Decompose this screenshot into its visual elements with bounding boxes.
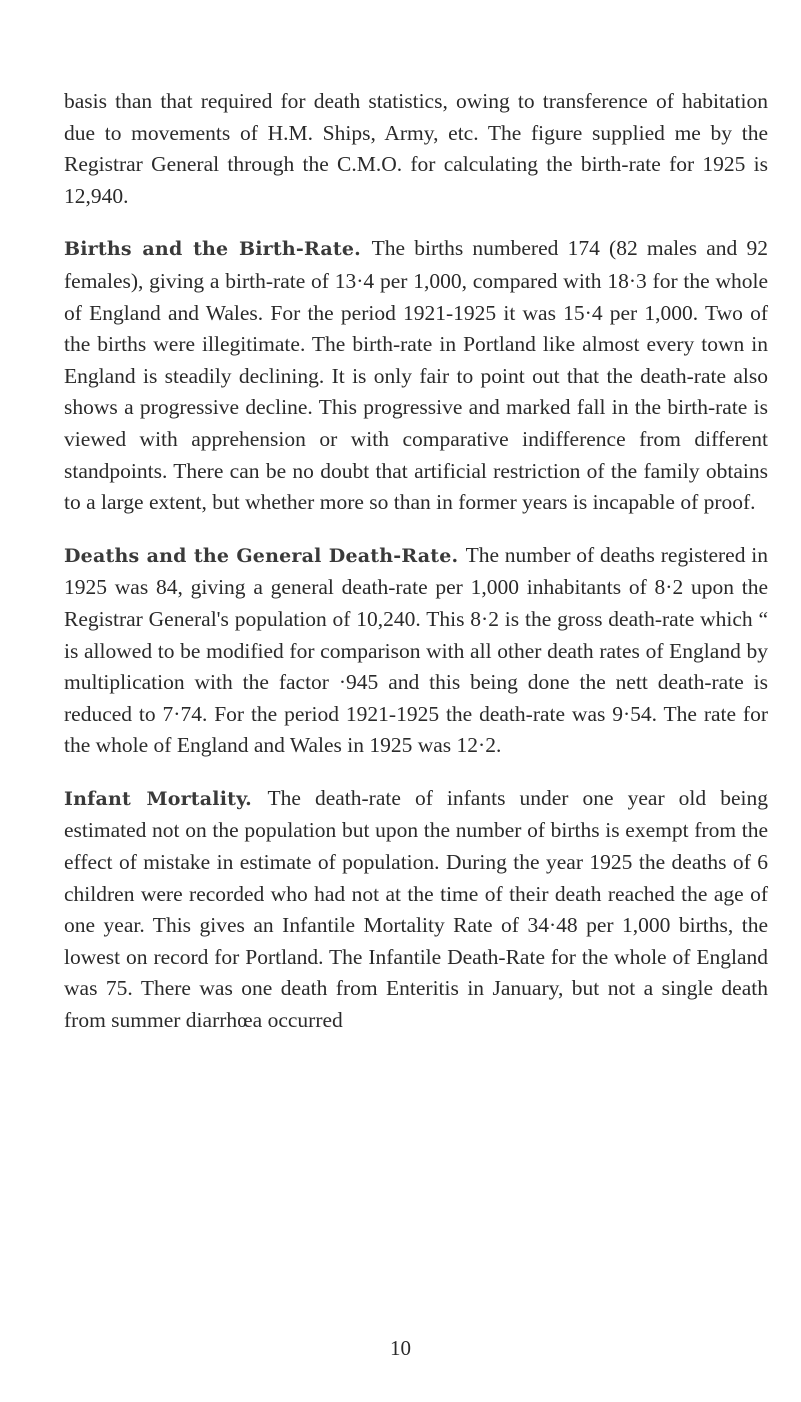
document-page [64,86,768,1058]
section-heading-infant-mortality: Infant Mortality. [64,787,268,810]
paragraph-text: The death-rate of infants under one year old being estimated not on the population but upon the number of births is exempt from the effect of mistake in estimate of population. During the year 1925 the deaths of 6 children were recorded who had not at the time of their death reached the age of one year. This gives an Infantile Mortality Rate of 34·48 per 1,000 births, the lowest on record for Portland. The Infantile Death-Rate for the whole of England was 75. There was one death from Enteritis in January, but not a single death from summer diarrhœa occurred [64,785,768,1033]
page-number: 10 [390,1336,411,1360]
section-heading-births: Births and the Birth-Rate. [64,238,372,261]
paragraph-deaths [64,540,768,762]
paragraph-intro [64,86,768,212]
paragraph-infant-mortality [64,783,768,1037]
section-heading-deaths: Deaths and the General Death-Rate. [64,544,466,567]
paragraph-births [64,233,768,518]
paragraph-text: The number of deaths registered in 1925 was 84, giving a general death-rate per 1,000 inhabitants of 8·2 upon the Registrar General's population of 10,240. This 8·2 is the gross death-rate which “ is allowed to be modified for comparison with all other death rates of England by multiplication with the factor ·945 and this being done the nett death-rate is reduced to 7·74. For the period 1921-1925 the death-rate was 9·54. The rate for the whole of England and Wales in 1925 was 12·2. [64,542,768,758]
paragraph-text: basis than that required for death statistics, owing to transference of habitation due to movements of H.M. Ships, Army, etc. The figure supplied me by the Registrar General through the C.M.O. for calculating the birth-rate for 1925 is 12,940. [64,89,768,208]
paragraph-text: The births numbered 174 (82 males and 92 females), giving a birth-rate of 13·4 per 1,000, compared with 18·3 for the whole of England and Wales. For the period 1921-1925 it was 15·4 per 1,000. Two of the births were illegitimate. The birth-rate in Portland like almost every town in England is steadily declining. It is only fair to point out that the death-rate also shows a progressive decline. This progressive and marked fall in the birth-rate is viewed with apprehension or with comparative indifference from different standpoints. There can be no doubt that artificial restriction of the family obtains to a large extent, but whether more so than in former years is incapable of proof. [64,236,768,515]
